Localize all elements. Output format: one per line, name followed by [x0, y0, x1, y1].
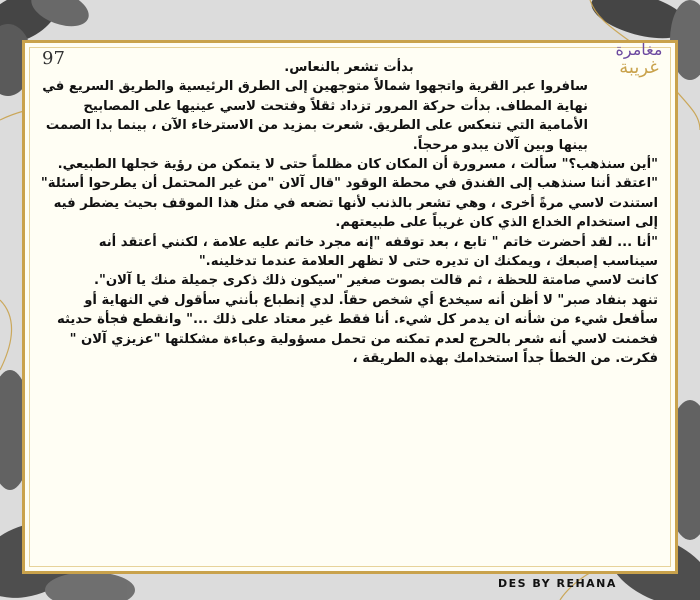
story-text: [40, 58, 658, 369]
story-paragraph: سافروا عبر القرية واتجهوا شمالاً متوجهين إلى الطرق الرئيسية والطريق السريع في نهاية المطاف. بدأت حركة المرور تزداد ثقلاً وفتحت لاسي عينيها على المصابيح الأمامية التي تنعكس على الطريق. شعرت بمزيد من الاسترخاء الآن ، بينما بدا الصمت بينها وبين آلان يبدو مرحجاً.: [42, 79, 588, 153]
designer-credit: DES BY REHANA: [498, 577, 617, 590]
logo-line-2: غريبة: [619, 56, 659, 78]
story-paragraph: "أنا ... لقد أحضرت خاتم " تابع ، بعد توقفه "إنه مجرد خاتم عليه علامة ، لكنني أعتقد أنه سيناسب إصبعك ، ويمكنك ان تديره حتى لا تظهر العلامة عندما تدخلينه.": [98, 234, 658, 270]
story-paragraph: تنهد بنفاد صبر" لا أظن أنه سيخدع أي شخص حقاً. لدي إنطباع بأنني سأقول في النهاية أو سأفعل شيء من شأنه ان يدمر كل شيء. أنا فقط غير معتاد على ذلك ..." وانقطع فجأة حديثه فخمنت لاسي أنه شعر بالحرج لعدم تمكنه من تحمل مسؤولية وعباءة مشكلتها "عزيزي آلان " فكرت. من الخطأ جداً استخدامك بهذه الطريقة ،: [57, 292, 658, 367]
logo-line-1: مغامرة: [615, 40, 663, 59]
story-paragraph: بدأت تشعر بالنعاس.: [284, 60, 414, 75]
page-number: 97: [42, 48, 65, 69]
story-paragraph: كانت لاسي صامتة للحظة ، ثم قالت بصوت صغير "سيكون ذلك ذكرى جميلة منك يا آلان".: [94, 273, 658, 289]
story-paragraph: "أين سنذهب؟" سألت ، مسرورة أن المكان كان مظلماً حتى لا يتمكن من رؤية خجلها الطبيعي.: [57, 157, 658, 173]
story-paragraph: "اعتقد أننا سنذهب إلى الفندق في محطة الوقود "قال آلان "من غير المحتمل أن يطرحوا أسئلة" استندت لاسي مرةً أخرى ، وهي تشعر بالذنب لأنها تضعه في مثل هذا الموقف بحيث يضطر فيه إلى استخدام الخداع الذي كان غريباً على طبيعتهم.: [40, 176, 658, 231]
